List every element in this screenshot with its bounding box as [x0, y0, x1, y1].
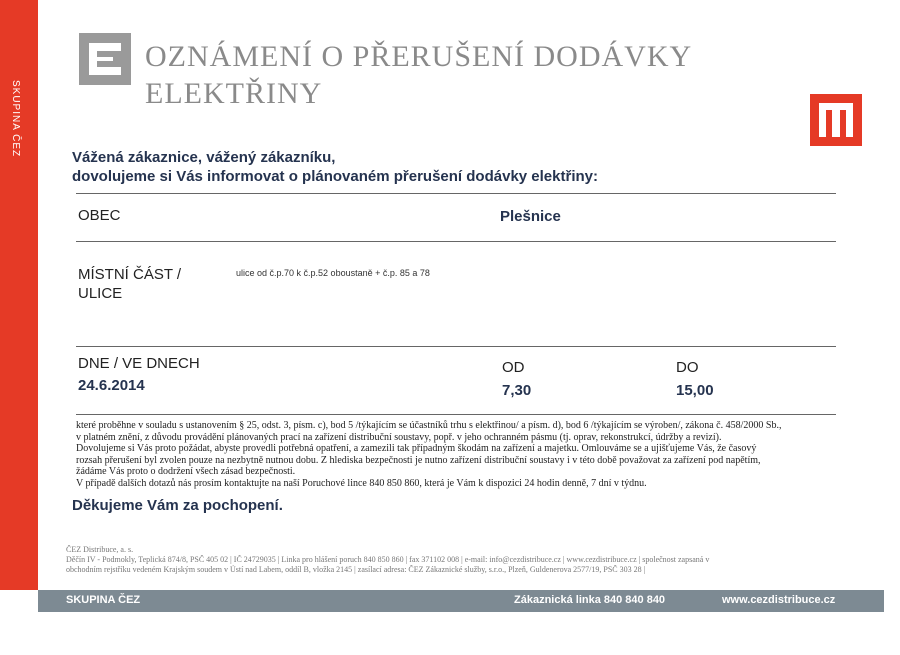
dne-value: 24.6.2014 — [78, 377, 145, 394]
od-label: OD — [502, 359, 525, 376]
divider — [76, 346, 836, 347]
paragraph-line: V případě dalších dotazů nás prosím kontaktujte na naší Poruchové lince 840 850 860, která je Vám k dispozici 24 hodin denně, 7 dní v týdnu. — [76, 477, 647, 489]
bottom-brand-text: SKUPINA ČEZ — [66, 594, 141, 606]
footer-line: ČEZ Distribuce, a. s. — [66, 545, 134, 554]
do-label: DO — [676, 359, 699, 376]
website-link[interactable]: www.cezdistribuce.cz — [722, 594, 836, 606]
paragraph-line: rozsah přerušení byl zvolen pouze na nezbytně nutnou dobu. Z hlediska bezpečnosti je nutno zařízení distribuční soustavy i v této době považovat za zařízení pod napětím, — [76, 454, 761, 466]
cez-red-logo-icon — [810, 94, 862, 146]
greeting — [72, 148, 598, 186]
footer-line: Děčín IV - Podmokly, Teplická 874/8, PSČ 405 02 | IČ 24729035 | Linka pro hlášení poruch 840 850 860 | fax 371102 008 | e-mail: info@cezdistribuce.cz | www.cezdistribuce.cz | společnost zapsaná v — [66, 555, 710, 564]
mistni-cast-label: MÍSTNÍ ČÁST / ULICE — [78, 266, 182, 302]
company-footer — [66, 545, 866, 575]
cez-gray-logo-icon — [79, 33, 131, 85]
bottom-brand-bar — [38, 590, 884, 612]
thanks-text: Děkujeme Vám za pochopení. — [72, 497, 283, 514]
obec-value: Plešnice — [500, 208, 561, 225]
do-value: 15,00 — [676, 382, 714, 399]
footer-line: obchodním rejstříku vedeném Krajským soudem v Ústí nad Labem, oddíl B, vložka 2145 | zasílací adresa: ČEZ Zákaznické služby, s.r.o., Plzeň, Guldenerova 2577/19, PSČ 303 28 | — [66, 565, 646, 574]
mistni-cast-value: ulice od č.p.70 k č.p.52 oboustaně + č.p. 85 a 78 — [236, 268, 430, 278]
paragraph-line: Dovolujeme si Vás proto požádat, abyste provedli potřebná opatření, a zamezili tak případným škodám na zařízení a majetku. Omlouváme se a ujišťujeme Vás, že časový — [76, 443, 757, 454]
divider — [76, 241, 836, 242]
brand-side-bar — [0, 0, 38, 590]
obec-label: OBEC — [78, 207, 121, 224]
title-line-1: OZNÁMENÍ O PŘERUŠENÍ DODÁVKY — [145, 40, 693, 73]
greeting-line-1: Vážená zákaznice, vážený zákazníku, — [72, 149, 336, 166]
paragraph-line: které proběhne v souladu s ustanovením § 25, odst. 3, písm. c), bod 5 /týkajícím se účastníků trhu s elektřinou/ a písm. d), bod 6 /týkajícím se výroben/, zákona č. 458/2000 Sb., — [76, 420, 782, 431]
title-line-2: ELEKTŘINY — [145, 77, 323, 110]
divider — [76, 414, 836, 415]
od-value: 7,30 — [502, 382, 532, 399]
paragraph-line: žádáme Vás proto o dodržení všech zásad bezpečnosti. — [76, 466, 296, 477]
paragraph-line: v platném znění, z důvodu provádění plánovaných prací na zařízení distribuční soustavy, popř. v jeho ochranném pásmu (tj. oprav, rekonstrukcí, údržby a revizí). — [76, 431, 722, 443]
side-brand-text: SKUPINA ČEZ — [10, 80, 21, 158]
customer-line-text: Zákaznická linka 840 840 840 — [514, 594, 666, 606]
divider — [76, 193, 836, 194]
notice-paragraph — [76, 420, 846, 489]
greeting-line-2: dovolujeme si Vás informovat o plánovaném přerušení dodávky elektřiny: — [72, 168, 598, 185]
document-title — [145, 38, 785, 112]
dne-label: DNE / VE DNECH — [78, 355, 200, 372]
